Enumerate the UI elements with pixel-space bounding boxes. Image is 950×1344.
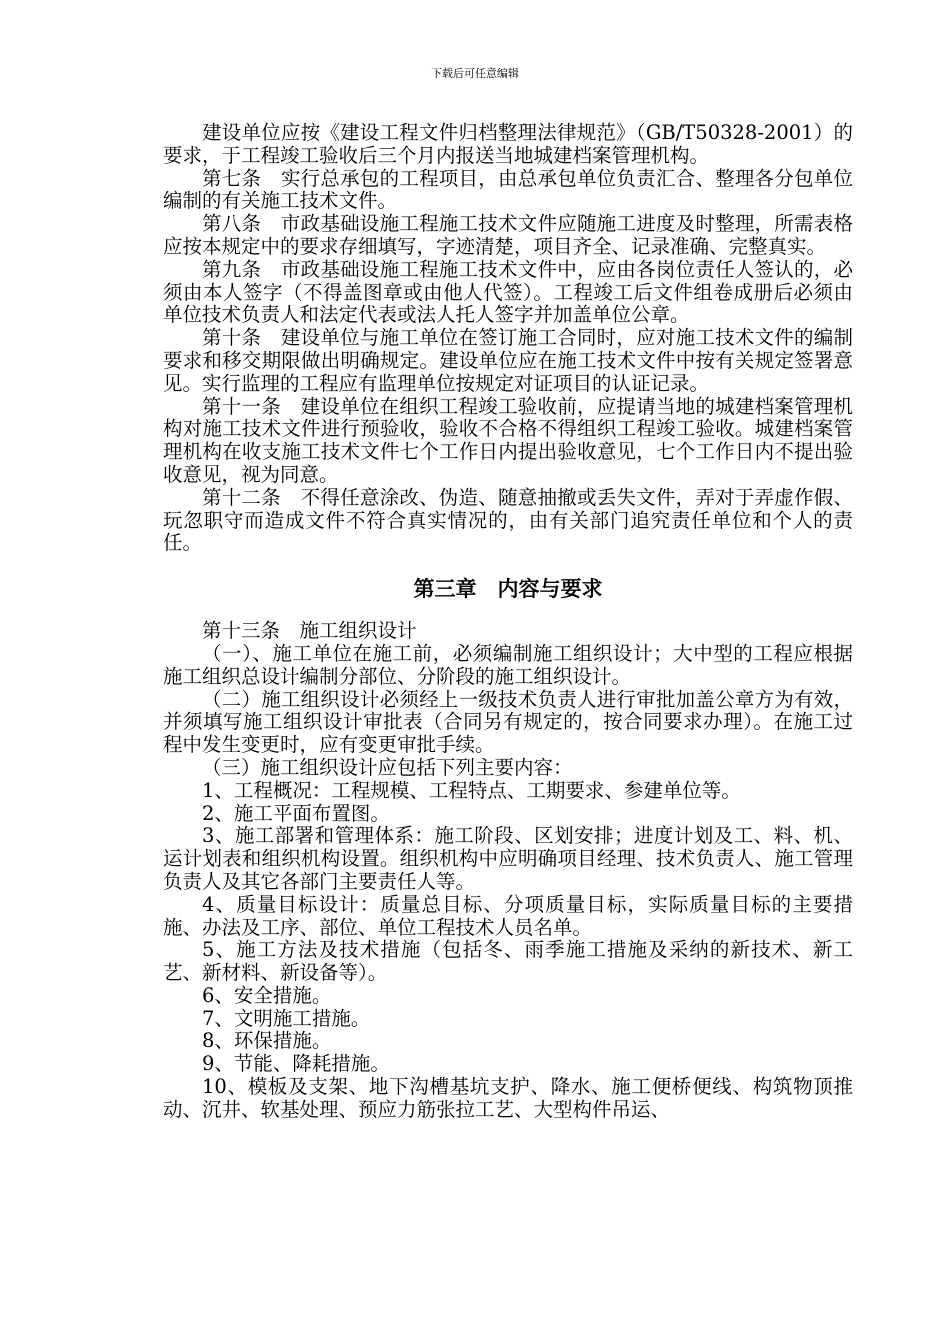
page-header: 下载后可任意编辑 <box>431 67 519 80</box>
list-item-energy-saving: 9、节能、降耗措施。 <box>202 1052 390 1076</box>
paragraph-article-8: 第八条 市政基础设施工程施工技术文件应随施工进度及时整理，所需表格应按本规定中的要求存细填写，字迹清楚，项目齐全、记录准确、完整真实。 <box>163 212 853 258</box>
list-item-environmental: 8、环保措施。 <box>202 1029 332 1053</box>
paragraph-article-7: 第七条 实行总承包的工程项目，由总承包单位负责汇合、整理各分包单位编制的有关施工技术文件。 <box>163 166 853 213</box>
paragraph-article-10: 第十条 建设单位与施工单位在签订施工合同时，应对施工技术文件的编制要求和移交期限做出明确规定。建设单位应在施工技术文件中按有关规定签署意见。实行监理的工程应有监理单位按规定对证项目的认证记录。 <box>163 326 853 395</box>
paragraph-article-13: 第十三条 施工组织设计 <box>202 619 417 643</box>
paragraph-archive-requirement: 建设单位应按《建设工程文件归档整理法律规范》（GB/T50328-2001）的要求，于工程竣工验收后三个月内报送当地城建档案管理机构。 <box>163 121 853 167</box>
paragraph-article-12: 第十二条 不得任意涂改、伪造、随意抽撤或丢失文件，弄对于弄虚作假、玩忽职守而造成文件不符合真实情况的，由有关部门追究责任单位和个人的责任。 <box>163 485 853 555</box>
list-item-safety: 6、安全措施。 <box>202 983 332 1007</box>
paragraph-item-1: （一）、施工单位在施工前，必须编制施工组织设计；大中型的工程应根据施工组织总设计编制分部位、分阶段的施工组织设计。 <box>163 641 853 688</box>
list-item-quality-target: 4、质量目标设计：质量总目标、分项质量目标，实际质量目标的主要措施、办法及工序、部位、单位工程技术人员名单。 <box>163 892 853 939</box>
paragraph-article-9: 第九条 市政基础设施工程施工技术文件中，应由各岗位责任人签认的，必须由本人签字（不得盖图章或由他人代签）。工程竣工后文件组卷成册后必须由单位技术负责人和法定代表或法人托人签字并加盖单位公章。 <box>163 257 853 327</box>
paragraph-item-2: （二）施工组织设计必须经上一级技术负责人进行审批加盖公章方为有效，并须填写施工组织设计审批表（合同另有规定的，按合同要求办理）。在施工过程中发生变更时，应有变更审批手续。 <box>163 687 853 757</box>
list-item-methods: 5、施工方法及技术措施（包括冬、雨季施工措施及采纳的新技术、新工艺、新材料、新设备等）。 <box>163 938 853 985</box>
list-item-civilized-construction: 7、文明施工措施。 <box>202 1006 371 1030</box>
list-item-overview: 1、工程概况：工程规模、工程特点、工期要求、参建单位等。 <box>202 778 741 802</box>
list-item-deployment: 3、施工部署和管理体系：施工阶段、区划安排；进度计划及工、料、机、运计划表和组织机构设置。组织机构中应明确项目经理、技术负责人、施工管理负责人及其它各部门主要责任人等。 <box>163 824 853 893</box>
paragraph-article-11: 第十一条 建设单位在组织工程竣工验收前，应提请当地的城建档案管理机构对施工技术文件进行预验收，验收不合格不得组织工程竣工验收。城建档案管理机构在收支施工技术文件七个工作日内提出验收意见，七个工作日内不提出验收意见，视为同意。 <box>163 394 853 486</box>
list-item-formwork: 10、模板及支架、地下沟槽基坑支护、降水、施工便桥便线、构筑物顶推动、沉井、软基处理、预应力筋张拉工艺、大型构件吊运、 <box>163 1075 853 1121</box>
chapter-title: 第三章 内容与要求 <box>413 577 603 602</box>
list-item-layout-plan: 2、施工平面布置图。 <box>202 801 390 825</box>
document-body <box>163 122 853 1122</box>
paragraph-item-3: （三）施工组织设计应包括下列主要内容： <box>202 755 573 779</box>
